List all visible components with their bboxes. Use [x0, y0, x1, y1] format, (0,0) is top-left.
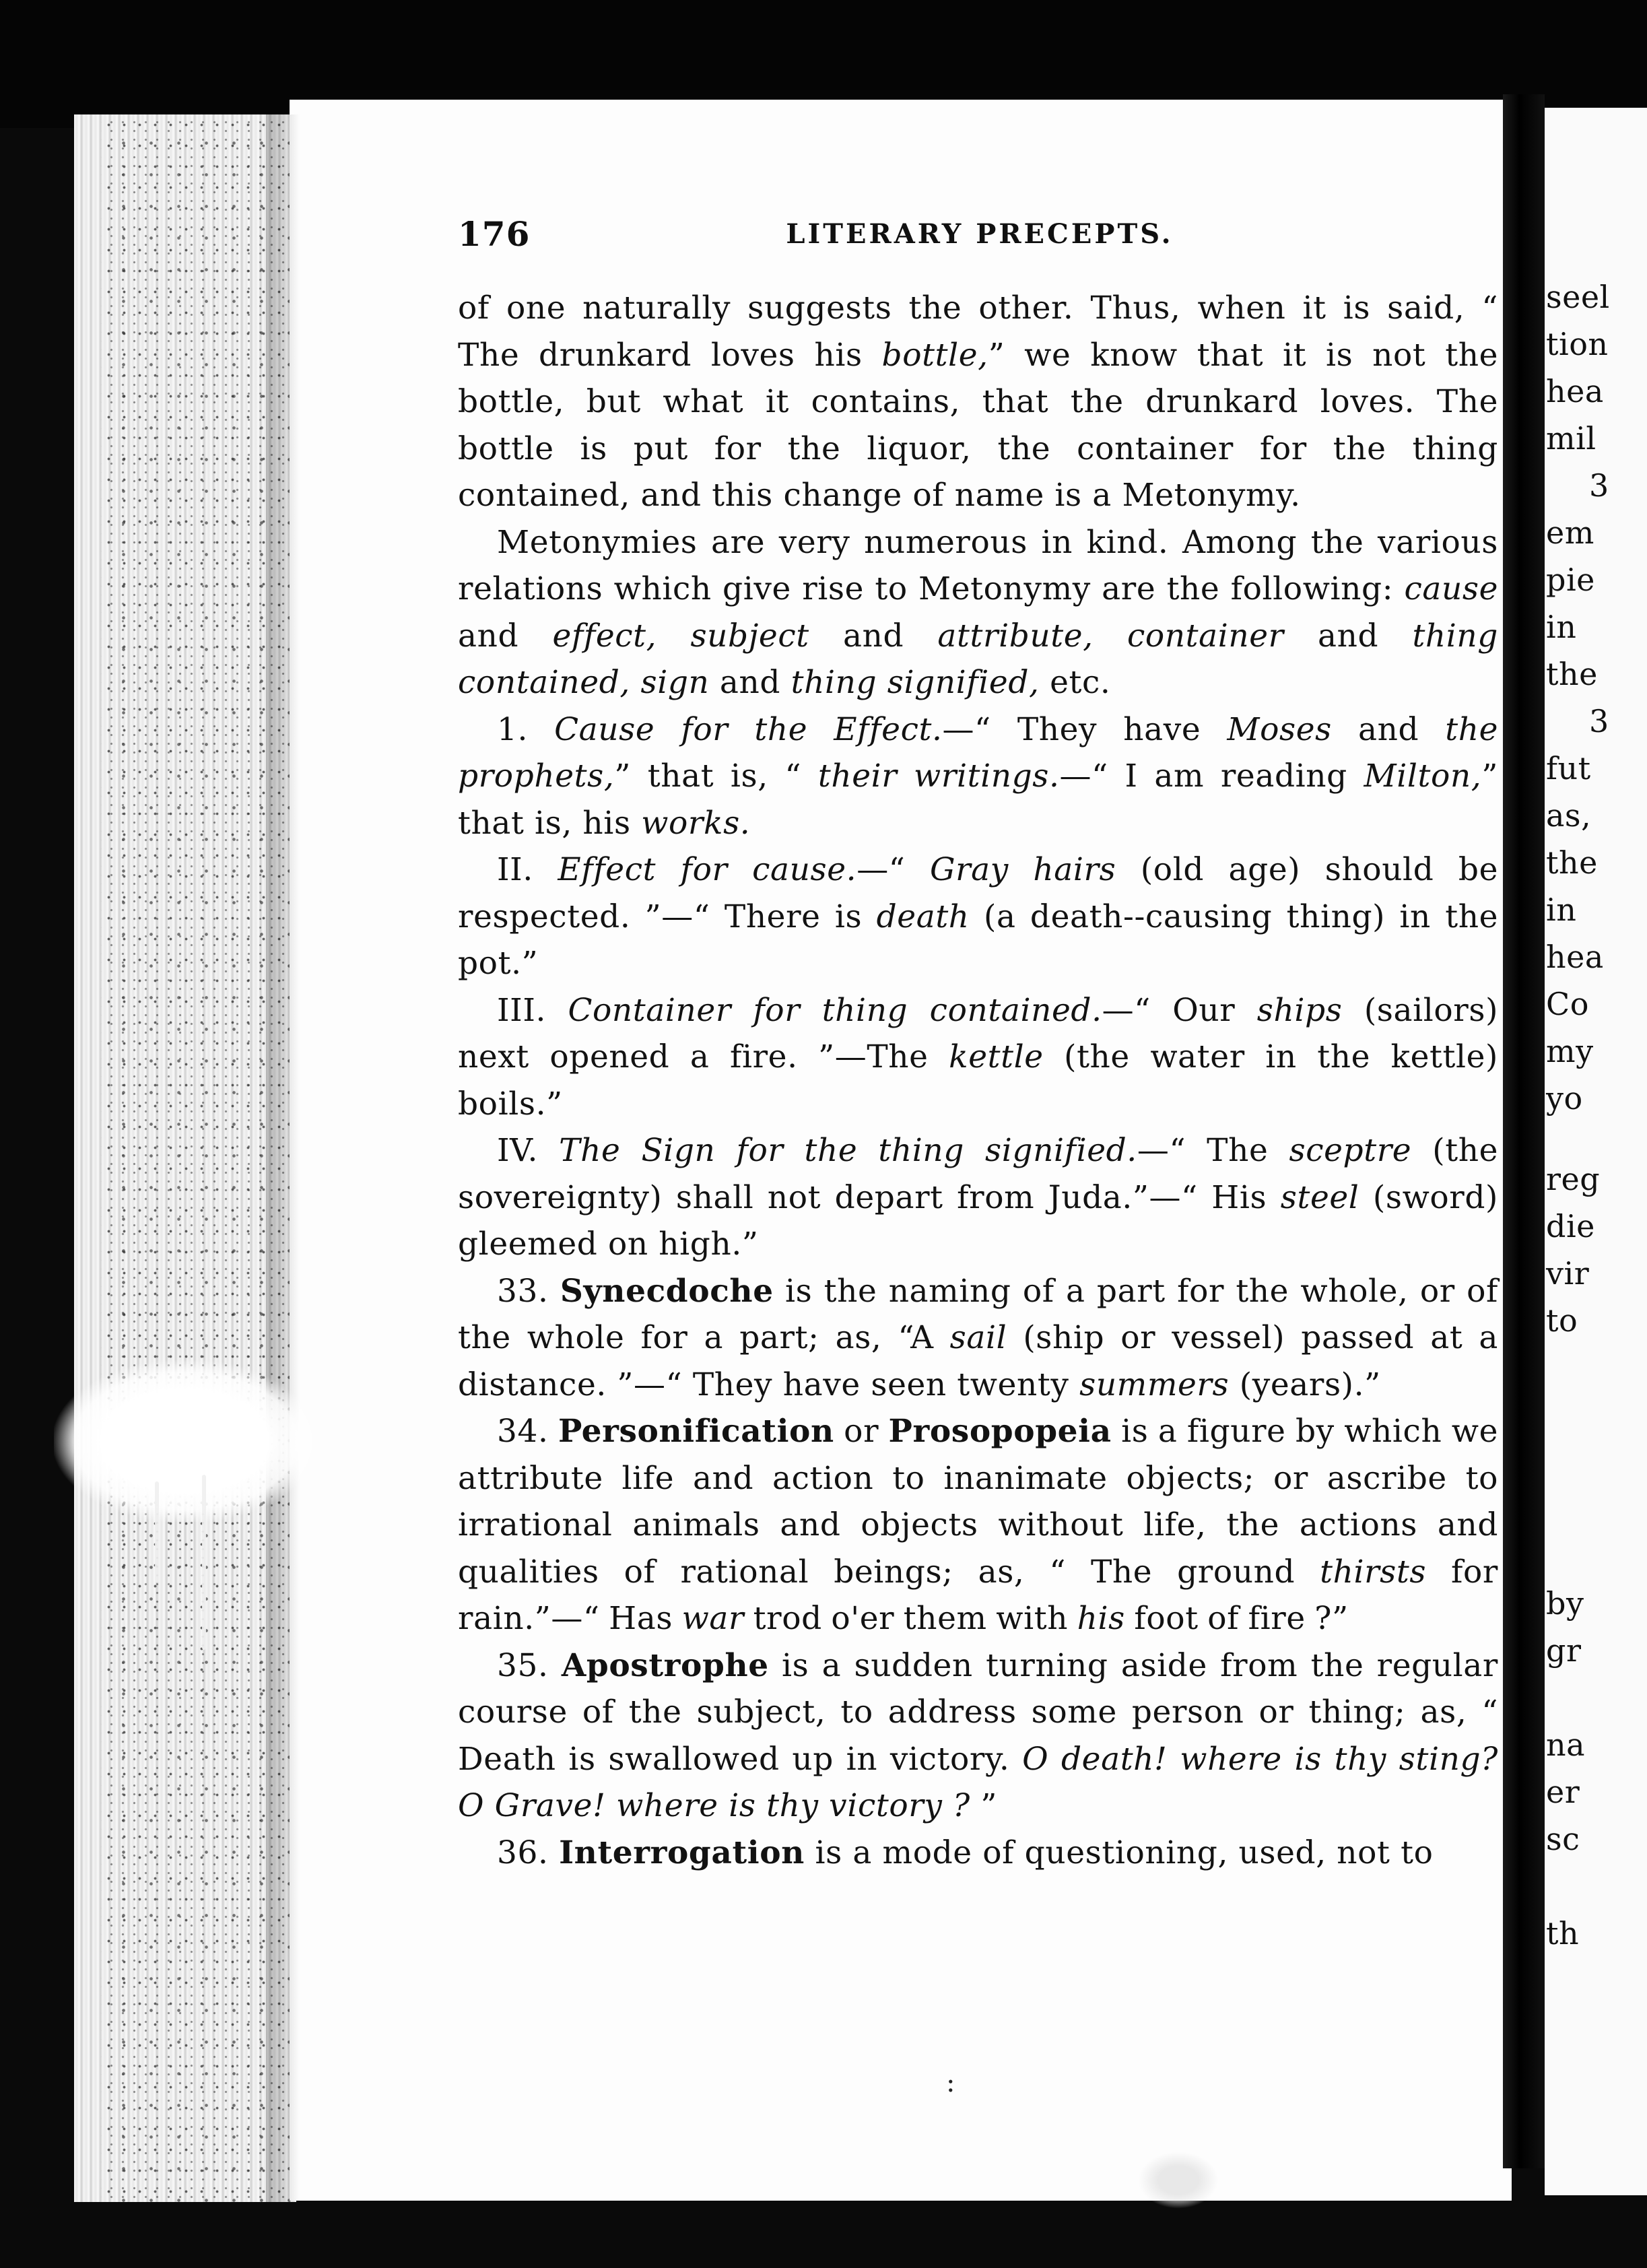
- facing-line: hea: [1546, 373, 1604, 409]
- facing-line: 3: [1589, 467, 1609, 504]
- facing-line: pie: [1546, 562, 1595, 598]
- definition-paragraph: 33. Synecdoche is the naming of a part for the whole, or of the whole for a part; as, “A sail (ship or vessel) passed at a distance. ”—“ They have seen twenty summers (years).”: [458, 1272, 1498, 1403]
- spine-shadow: [266, 114, 300, 2202]
- book-gutter: [1503, 94, 1545, 2168]
- facing-line: sc: [1546, 1821, 1580, 1857]
- facing-line: by: [1546, 1585, 1584, 1622]
- facing-line: the: [1546, 844, 1598, 881]
- facing-line: the: [1546, 656, 1598, 692]
- facing-line: fut: [1546, 750, 1591, 787]
- term-apostrophe: Apostrophe: [561, 1646, 769, 1684]
- list-item: II. Effect for cause.—“ Gray hairs (old age) should be respected. ”—“ There is death (a death--causing thing) in the pot.”: [458, 851, 1499, 982]
- facing-line: 3: [1589, 703, 1609, 739]
- list-item: IV. The Sign for the thing signified.—“ The sceptre (the sovereignty) shall not depart from Juda.”—“ His steel (sword) gleemed on high.”: [458, 1132, 1499, 1263]
- term-synecdoche: Synecdoche: [560, 1272, 774, 1310]
- facing-line: die: [1546, 1208, 1595, 1244]
- facing-line: seel: [1546, 279, 1610, 315]
- paper-damage-streak: [155, 1481, 159, 1582]
- term-interrogation: Interrogation: [559, 1834, 805, 1871]
- facing-line: Co: [1546, 986, 1589, 1022]
- facing-line: tion: [1546, 326, 1609, 362]
- definition-paragraph: 35. Apostrophe is a sudden turning aside from the regular course of the subject, to address some person or thing; as, “ Death is swallowed up in victory. O death! where is thy sting? O Grave! where is thy victory ? ”: [458, 1646, 1498, 1824]
- facing-line: yo: [1546, 1080, 1583, 1116]
- list-item: III. Container for thing contained.—“ Our ships (sailors) next opened a fire. ”—The kettle (the water in the kettle) boils.”: [458, 991, 1499, 1123]
- facing-line: to: [1546, 1302, 1578, 1339]
- page-body: [458, 285, 1498, 1876]
- facing-line: vir: [1546, 1255, 1590, 1292]
- term-personification: Personification: [558, 1413, 834, 1450]
- paper-damage-streak: [202, 1475, 206, 1650]
- facing-line: hea: [1546, 939, 1604, 975]
- paper-smudge: [1138, 2152, 1219, 2209]
- facing-page-fragment: [1545, 108, 1647, 2195]
- facing-line: mil: [1546, 420, 1596, 457]
- facing-line: er: [1546, 1774, 1580, 1810]
- facing-line: gr: [1546, 1632, 1582, 1669]
- facing-line: in: [1546, 609, 1577, 645]
- facing-line: na: [1546, 1727, 1586, 1763]
- term-prosopopeia: Prosopopeia: [888, 1413, 1112, 1450]
- page-header: [458, 211, 1502, 258]
- facing-line: my: [1546, 1033, 1594, 1069]
- definition-paragraph: 34. Personification or Prosopopeia is a figure by which we attribute life and action to inanimate objects; or ascribe to irrational animals and objects without life, the actions and qualities of rational beings; as, “ The ground thirsts for rain.”—“ Has war trod o'er them with his foot of fire ?”: [458, 1413, 1498, 1637]
- facing-line: em: [1546, 514, 1594, 551]
- running-title: LITERARY PRECEPTS.: [786, 218, 1174, 250]
- paragraph: Metonymies are very numerous in kind. Among the various relations which give rise to Metonymy are the following: cause and effect, subject and attribute, container and thing contained, sign and thing signified, etc.: [458, 523, 1498, 701]
- facing-line: in: [1546, 892, 1577, 928]
- facing-line: as,: [1546, 797, 1592, 834]
- list-item: 1. Cause for the Effect.—“ They have Moses and the prophets,” that is, “ their writings.—“ I am reading Milton,” that is, his works.: [458, 710, 1498, 842]
- facing-line: th: [1546, 1915, 1580, 1952]
- paper-damage-blot: [54, 1360, 316, 1522]
- definition-paragraph: 36. Interrogation is a mode of questioning, used, not to: [497, 1834, 1434, 1871]
- printer-mark: :: [946, 2067, 955, 2098]
- page-number: 176: [458, 214, 531, 254]
- paragraph: of one naturally suggests the other. Thus, when it is said, “ The drunkard loves his bottle,” we know that it is not the bottle, but what it contains, that the drunkard loves. The bottle is put for the liquor, the container for the thing contained, and this change of name is a Metonymy.: [458, 290, 1498, 514]
- facing-line: reg: [1546, 1161, 1601, 1197]
